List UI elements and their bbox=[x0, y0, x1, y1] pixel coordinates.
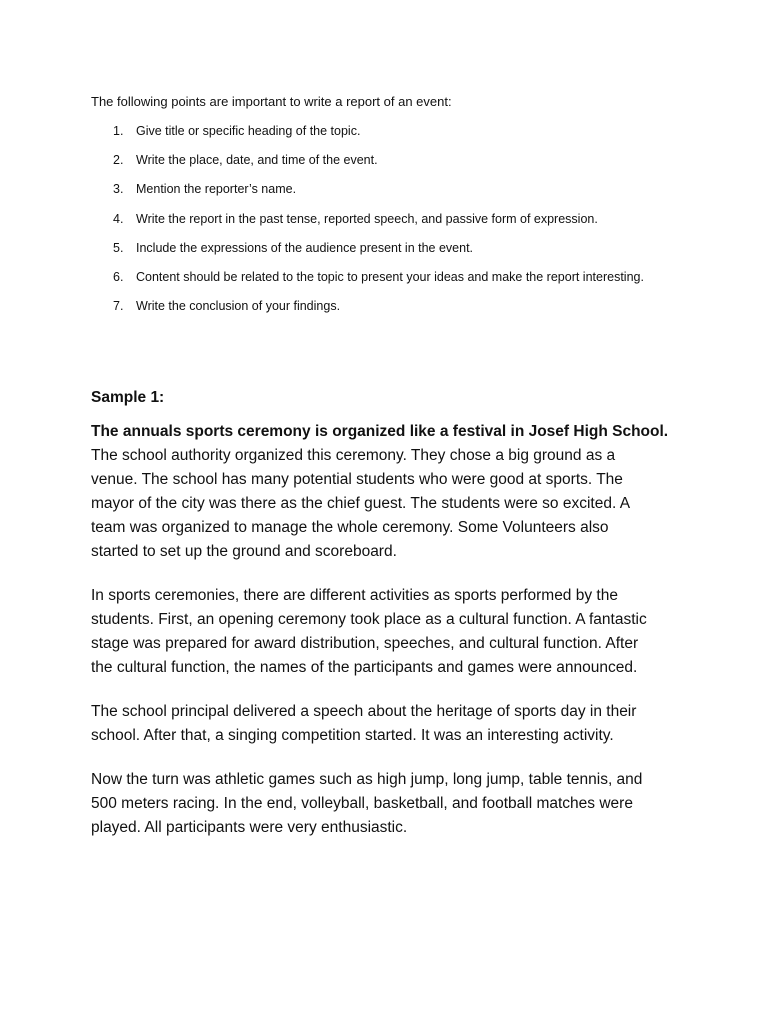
sample-title: The annuals sports ceremony is organized like a festival in Josef High School. bbox=[91, 423, 669, 440]
paragraph-line: The school principal delivered a speech about the heritage of sports day in their bbox=[91, 703, 637, 720]
list-item bbox=[113, 297, 644, 326]
list-text: Write the report in the past tense, reported speech, and passive form of expression. bbox=[136, 211, 598, 226]
intro-text: The following points are important to write a report of an event: bbox=[91, 94, 452, 109]
paragraph-line: the cultural function, the names of the participants and games were announced. bbox=[91, 659, 638, 676]
paragraph-line: venue. The school has many potential students who were good at sports. The bbox=[91, 471, 623, 488]
list-text: Give title or specific heading of the topic. bbox=[136, 124, 361, 138]
paragraph-line: team was organized to manage the whole ceremony. Some Volunteers also bbox=[91, 519, 609, 536]
paragraph-line: stage was prepared for award distribution, speeches, and cultural function. After bbox=[91, 635, 639, 652]
paragraph-1 bbox=[91, 420, 691, 564]
list-text: Include the expressions of the audience present in the event. bbox=[136, 240, 474, 255]
paragraph-line: played. All participants were very enthusiastic. bbox=[91, 819, 408, 836]
list-item bbox=[113, 239, 644, 268]
paragraph-3 bbox=[91, 700, 691, 748]
paragraph-line: mayor of the city was there as the chief guest. The students were so excited. A bbox=[91, 495, 631, 512]
list-text: Content should be related to the topic to present your ideas and make the report interesting. bbox=[136, 269, 644, 284]
list-number: 1. bbox=[113, 124, 124, 138]
sample-section bbox=[91, 386, 691, 840]
list-item bbox=[113, 268, 644, 297]
list-item bbox=[113, 210, 644, 239]
list-number: 5. bbox=[113, 240, 124, 255]
paragraph-2 bbox=[91, 584, 691, 680]
list-number: 6. bbox=[113, 269, 124, 284]
paragraph-line: 500 meters racing. In the end, volleyball, basketball, and football matches were bbox=[91, 795, 633, 812]
paragraph-line: started to set up the ground and scoreboard. bbox=[91, 543, 397, 560]
list-number: 4. bbox=[113, 211, 124, 226]
list-text: Write the place, date, and time of the event. bbox=[136, 153, 378, 168]
sample-heading: Sample 1: bbox=[91, 389, 165, 406]
list-item bbox=[113, 151, 644, 180]
points-list bbox=[113, 122, 644, 326]
paragraph-line: Now the turn was athletic games such as high jump, long jump, table tennis, and bbox=[91, 771, 643, 788]
paragraph-line: In sports ceremonies, there are different activities as sports performed by the bbox=[91, 587, 618, 604]
list-number: 7. bbox=[113, 299, 124, 314]
paragraph-line: The school authority organized this ceremony. They chose a big ground as a bbox=[91, 447, 616, 464]
list-item bbox=[113, 180, 644, 209]
list-text: Mention the reporter’s name. bbox=[136, 182, 297, 197]
list-item bbox=[113, 122, 644, 151]
paragraph-line: school. After that, a singing competition started. It was an interesting activity. bbox=[91, 727, 614, 744]
paragraph-line: students. First, an opening ceremony took place as a cultural function. A fantastic bbox=[91, 611, 647, 628]
list-number: 3. bbox=[113, 182, 124, 197]
paragraph-4 bbox=[91, 768, 691, 840]
list-text: Write the conclusion of your findings. bbox=[136, 299, 341, 314]
list-number: 2. bbox=[113, 153, 124, 168]
